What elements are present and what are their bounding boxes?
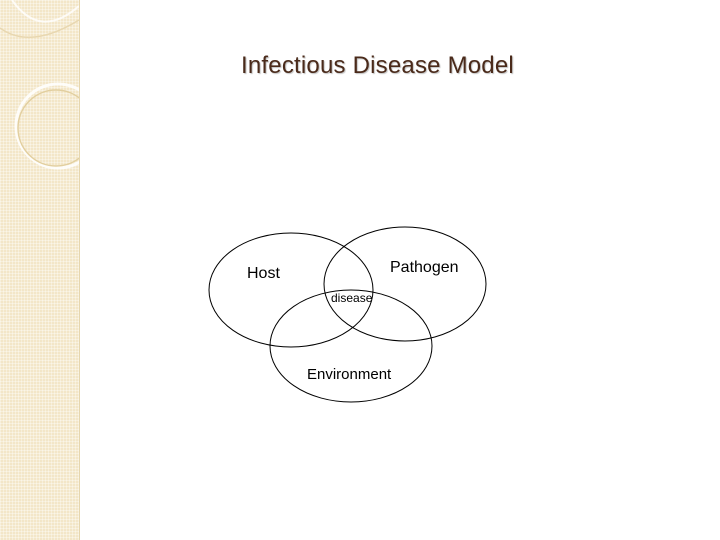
host-label: Host [247,265,280,282]
disease-label: disease [331,291,373,305]
pathogen-label: Pathogen [390,259,459,276]
environment-label: Environment [307,366,392,383]
environment-circle [270,290,432,402]
pathogen-circle [324,227,486,341]
slide-title: Infectious Disease Model [241,52,514,79]
